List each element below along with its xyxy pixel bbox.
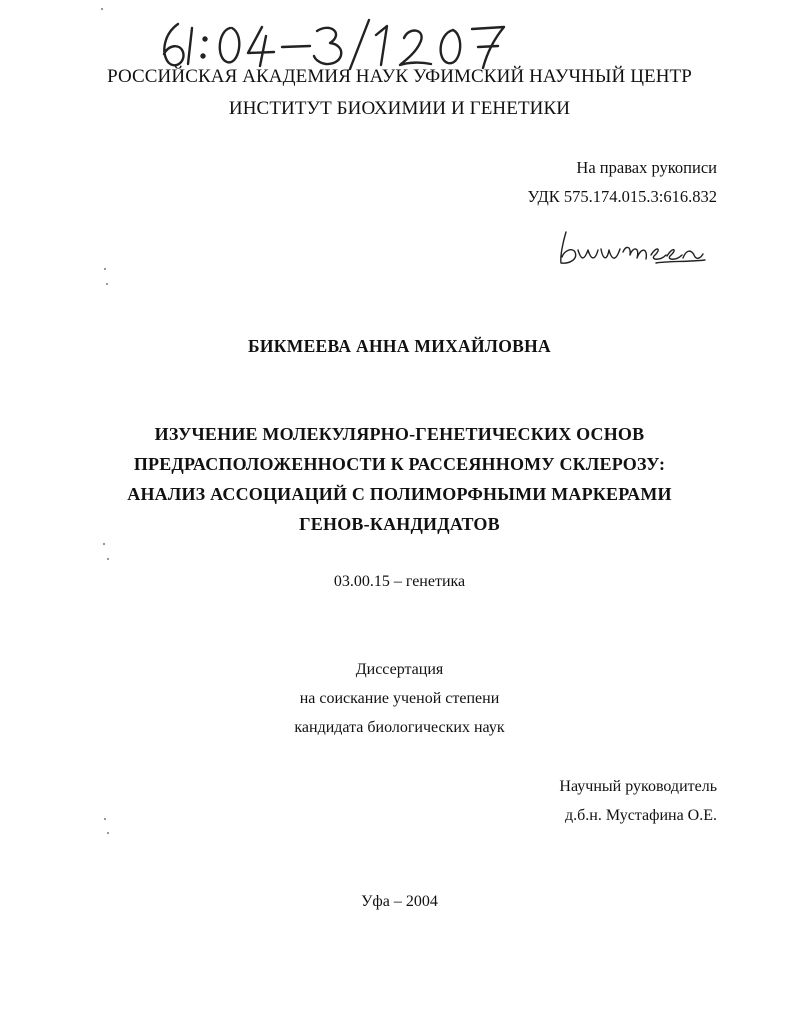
specialty-code: 03.00.15 – генетика	[333, 573, 466, 590]
scan-dot	[104, 818, 106, 820]
organization-heading: РОССИЙСКАЯ АКАДЕМИЯ НАУК УФИМСКИЙ НАУЧНЫЙ ЦЕНТР	[107, 66, 692, 87]
dissertation-title-line-3: АНАЛИЗ АССОЦИАЦИЙ С ПОЛИМОРФНЫМИ МАРКЕРАМИ	[127, 484, 672, 504]
scan-dot	[107, 832, 109, 834]
institute-heading: ИНСТИТУТ БИОХИМИИ И ГЕНЕТИКИ	[228, 98, 571, 119]
manuscript-rights-note: На правах рукописи	[576, 158, 717, 177]
author-signature	[553, 224, 713, 274]
scan-dot	[101, 8, 103, 10]
place-and-year: Уфа – 2004	[361, 893, 438, 910]
handwritten-archive-number	[150, 14, 530, 72]
scan-dot	[104, 268, 106, 270]
scan-dot	[103, 543, 105, 545]
udc-code: УДК 575.174.015.3:616.832	[527, 187, 717, 206]
dissertation-title-line-2: ПРЕДРАСПОЛОЖЕННОСТИ К РАССЕЯННОМУ СКЛЕРОЗУ:	[133, 454, 666, 474]
degree-name: кандидата биологических наук	[294, 719, 505, 736]
author-name: БИКМЕЕВА АННА МИХАЙЛОВНА	[248, 336, 551, 356]
dissertation-label: Диссертация	[355, 661, 444, 678]
supervisor-name: д.б.н. Мустафина О.Е.	[565, 807, 717, 824]
scan-dot	[106, 283, 108, 285]
degree-purpose: на соискание ученой степени	[299, 690, 500, 707]
supervisor-label: Научный руководитель	[559, 778, 717, 795]
dissertation-title-line-1: ИЗУЧЕНИЕ МОЛЕКУЛЯРНО-ГЕНЕТИЧЕСКИХ ОСНОВ	[154, 424, 645, 444]
scan-dot	[107, 558, 109, 560]
dissertation-title-line-4: ГЕНОВ-КАНДИДАТОВ	[299, 514, 500, 534]
